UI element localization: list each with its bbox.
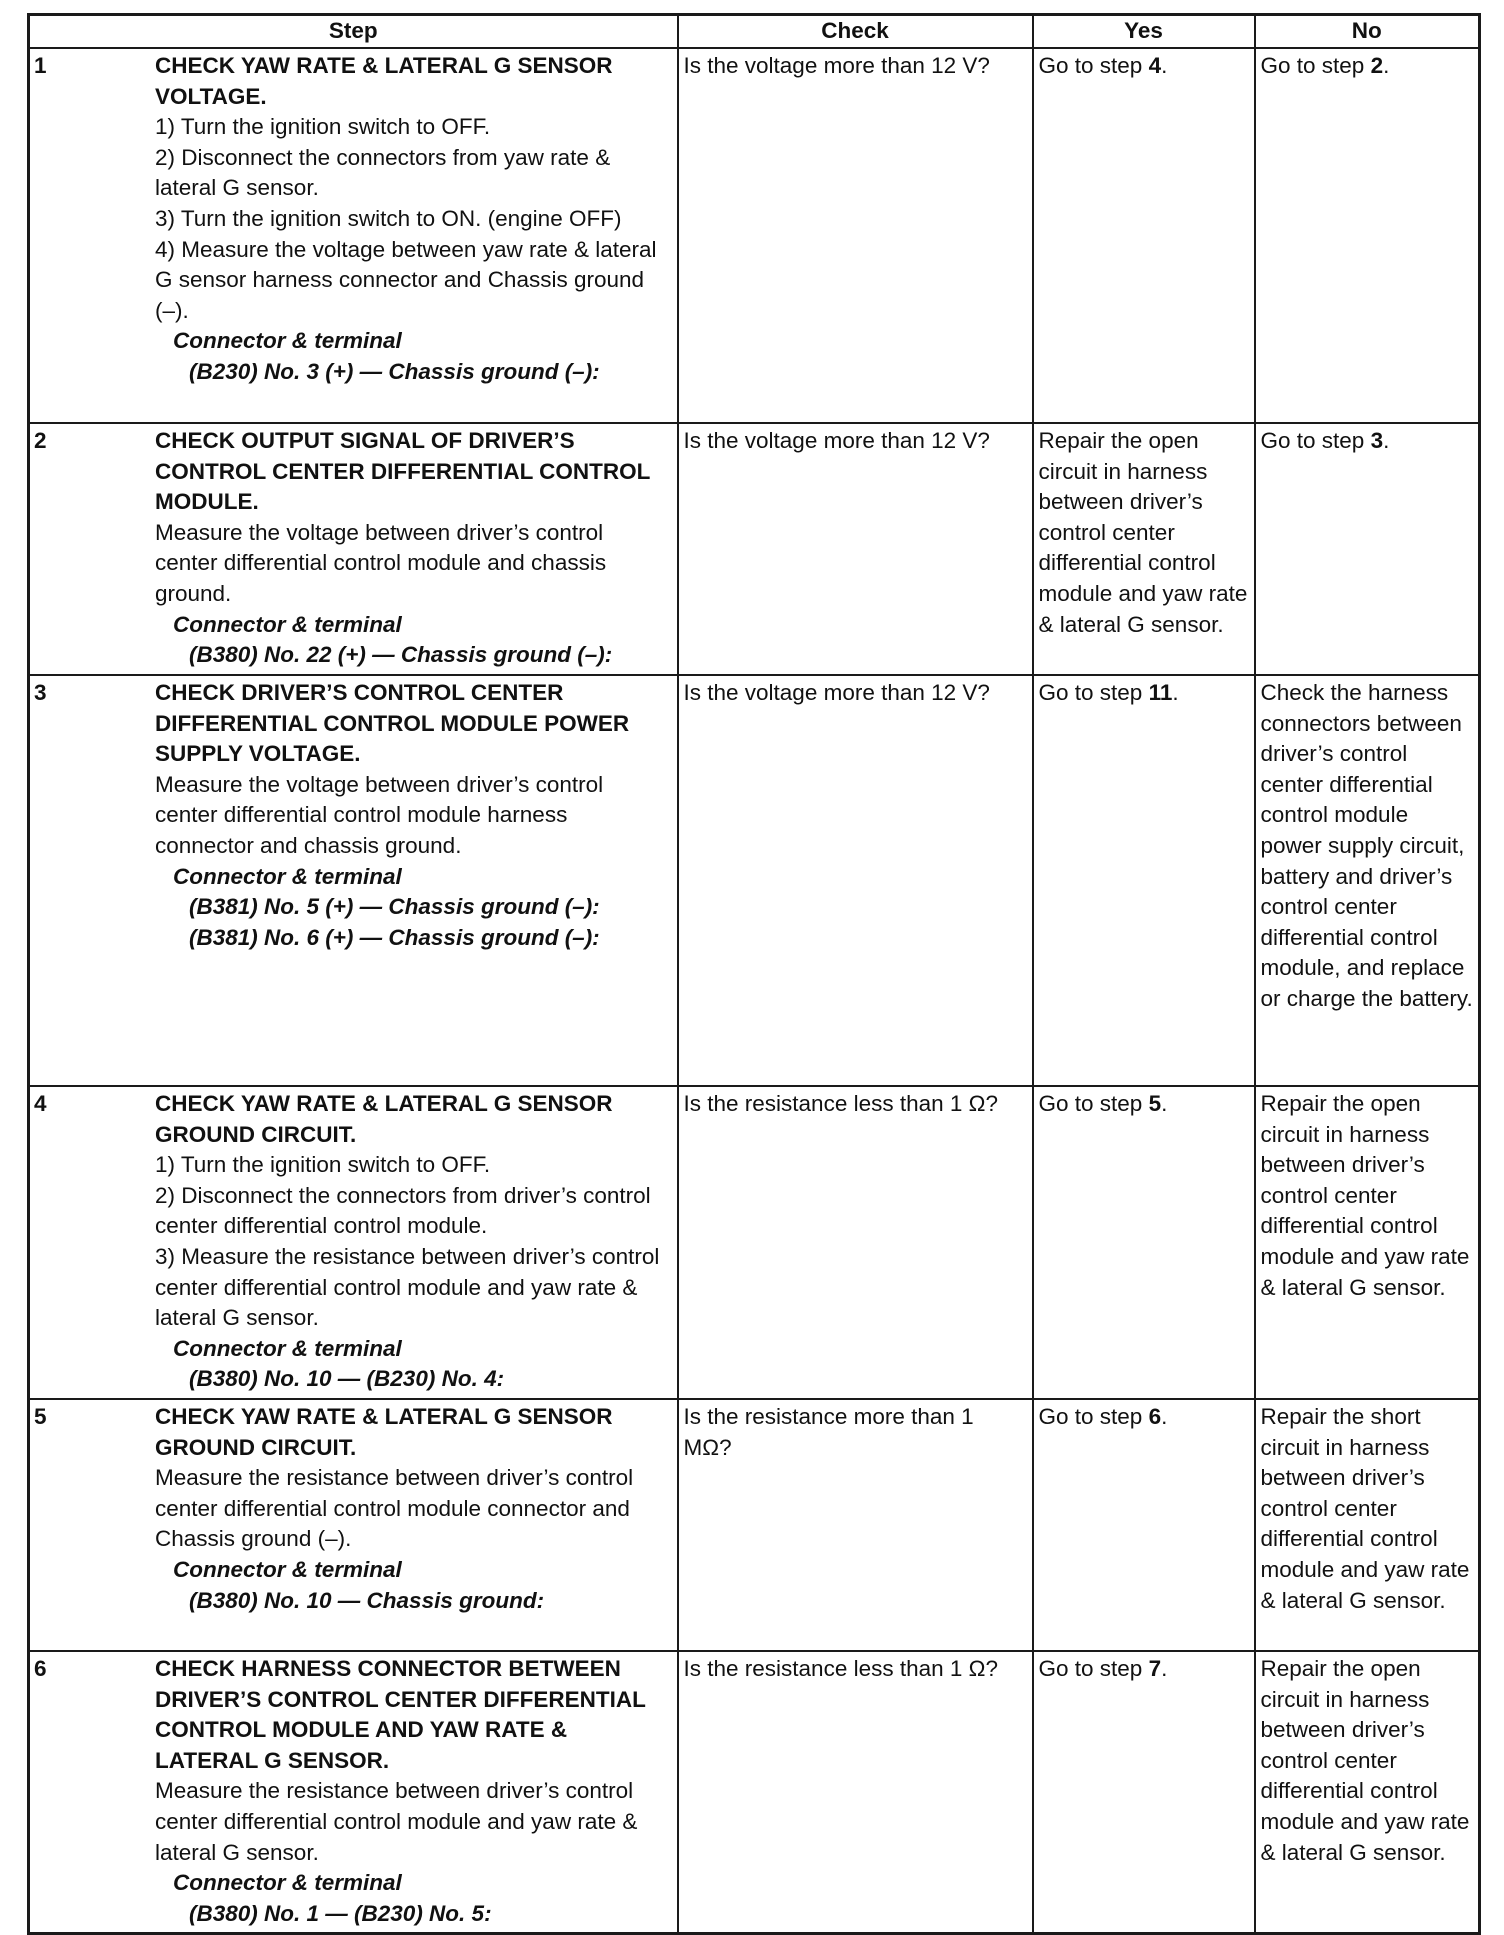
table-row [29, 1086, 1480, 1399]
connector-heading: Connector & terminal [173, 863, 402, 889]
yes-cell-text: Repair the open circuit in harness between driver’s control center differential control module and yaw rate & lateral G sensor. [1038, 428, 1248, 637]
check-cell: Is the voltage more than 12 V? [678, 423, 1033, 675]
connector-heading: Connector & terminal [173, 1870, 402, 1896]
step-number: 2 [34, 428, 47, 453]
yes-cell-period: . [1161, 1404, 1168, 1429]
table-row [29, 1651, 1480, 1934]
table-body [29, 48, 1480, 1934]
diagnostic-procedure-table [27, 13, 1481, 1935]
yes-cell-step-number: 6 [1148, 1404, 1162, 1429]
step-instruction: 3) Measure the resistance between driver’s control center differential control module and yaw rate & lateral G sensor. [155, 1243, 660, 1331]
check-cell: Is the resistance less than 1 Ω? [678, 1086, 1033, 1399]
connector-terminal: (B380) No. 1 — (B230) No. 5: [189, 1900, 492, 1926]
connector-terminal: (B380) No. 22 (+) — Chassis ground (–): [189, 642, 613, 668]
table-row [29, 1399, 1480, 1651]
connector-heading: Connector & terminal [173, 1335, 402, 1361]
check-cell: Is the voltage more than 12 V? [678, 48, 1033, 423]
no-cell-text: Check the harness connectors between driver’s control center differential control module power supply circuit, battery and driver’s control center differential control module, and replace or charge the battery. [1260, 680, 1473, 1011]
step-instruction: Measure the voltage between driver’s control center differential control module and chassis ground. [155, 519, 607, 606]
yes-cell [1033, 423, 1255, 675]
yes-cell [1033, 48, 1255, 423]
yes-cell [1033, 675, 1255, 1086]
step-instruction: 1) Turn the ignition switch to OFF. [155, 114, 491, 140]
yes-cell [1033, 1399, 1255, 1651]
yes-cell-prefix: Go to step [1038, 680, 1149, 705]
check-cell: Is the resistance more than 1 MΩ? [678, 1399, 1033, 1651]
step-instruction: 4) Measure the voltage between yaw rate & lateral G sensor harness connector and Chassis ground (–). [155, 236, 657, 323]
step-instruction: Measure the resistance between driver’s control center differential control module and yaw rate & lateral G sensor. [155, 1778, 638, 1865]
check-cell: Is the resistance less than 1 Ω? [678, 1651, 1033, 1934]
step-title: CHECK OUTPUT SIGNAL OF DRIVER’S CONTROL CENTER DIFFERENTIAL CONTROL MODULE. [155, 428, 650, 515]
yes-cell-prefix: Go to step [1038, 53, 1149, 78]
step-title: CHECK YAW RATE & LATERAL G SENSOR GROUND CIRCUIT. [155, 1404, 613, 1460]
connector-heading: Connector & terminal [173, 328, 402, 354]
connector-terminal: (B380) No. 10 — Chassis ground: [189, 1587, 545, 1613]
yes-cell-prefix: Go to step [1038, 1656, 1149, 1681]
yes-cell-period: . [1161, 1091, 1168, 1116]
step-cell [29, 1399, 678, 1651]
step-cell [29, 423, 678, 675]
yes-cell-period: . [1172, 680, 1179, 705]
no-cell [1255, 423, 1480, 675]
connector-terminal: (B381) No. 6 (+) — Chassis ground (–): [189, 924, 600, 950]
step-cell [29, 675, 678, 1086]
step-title: CHECK YAW RATE & LATERAL G SENSOR VOLTAGE. [155, 53, 613, 109]
step-number: 5 [34, 1404, 47, 1429]
no-cell-period: . [1383, 428, 1390, 453]
no-cell-prefix: Go to step [1260, 428, 1371, 453]
no-cell [1255, 1651, 1480, 1934]
no-cell-step-number: 3 [1370, 428, 1384, 453]
no-cell-step-number: 2 [1370, 53, 1384, 78]
step-instruction: 3) Turn the ignition switch to ON. (engine OFF) [155, 205, 622, 231]
step-instruction: Measure the voltage between driver’s control center differential control module harness connector and chassis ground. [155, 771, 604, 858]
step-body [155, 1654, 672, 1929]
step-cell [29, 48, 678, 423]
yes-cell-step-number: 11 [1148, 680, 1173, 705]
step-title: CHECK DRIVER’S CONTROL CENTER DIFFERENTIAL CONTROL MODULE POWER SUPPLY VOLTAGE. [155, 680, 630, 767]
step-title: CHECK HARNESS CONNECTOR BETWEEN DRIVER’S CONTROL CENTER DIFFERENTIAL CONTROL MODULE AND YAW RATE & LATERAL G SENSOR. [155, 1656, 646, 1773]
step-number: 6 [34, 1656, 47, 1681]
connector-terminal: (B380) No. 10 — (B230) No. 4: [189, 1366, 505, 1392]
yes-cell [1033, 1651, 1255, 1934]
table-row [29, 48, 1480, 423]
no-cell [1255, 1086, 1480, 1399]
table-row [29, 423, 1480, 675]
yes-cell-prefix: Go to step [1038, 1404, 1149, 1429]
connector-terminal: (B230) No. 3 (+) — Chassis ground (–): [189, 358, 600, 384]
yes-cell-prefix: Go to step [1038, 1091, 1149, 1116]
no-cell-period: . [1383, 53, 1390, 78]
step-number: 3 [34, 680, 47, 705]
step-cell [29, 1651, 678, 1934]
table-header-row [29, 15, 1480, 49]
no-cell [1255, 48, 1480, 423]
table-row [29, 675, 1480, 1086]
step-title: CHECK YAW RATE & LATERAL G SENSOR GROUND CIRCUIT. [155, 1091, 613, 1147]
step-body [155, 51, 672, 388]
step-instruction: 2) Disconnect the connectors from driver’s control center differential control module. [155, 1182, 651, 1239]
check-cell: Is the voltage more than 12 V? [678, 675, 1033, 1086]
yes-cell-step-number: 4 [1148, 53, 1162, 78]
no-cell-text: Repair the open circuit in harness between driver’s control center differential control module and yaw rate & lateral G sensor. [1260, 1656, 1470, 1865]
step-instruction: 2) Disconnect the connectors from yaw rate & lateral G sensor. [155, 144, 611, 201]
step-number: 1 [34, 53, 47, 78]
no-cell-prefix: Go to step [1260, 53, 1371, 78]
connector-heading: Connector & terminal [173, 611, 402, 637]
yes-cell [1033, 1086, 1255, 1399]
step-instruction: Measure the resistance between driver’s control center differential control module connector and Chassis ground (–). [155, 1465, 634, 1552]
step-body [155, 1402, 672, 1616]
step-body [155, 678, 672, 953]
connector-terminal: (B381) No. 5 (+) — Chassis ground (–): [189, 894, 600, 920]
no-cell-text: Repair the open circuit in harness between driver’s control center differential control module and yaw rate & lateral G sensor. [1260, 1091, 1470, 1300]
no-cell [1255, 1399, 1480, 1651]
yes-cell-step-number: 7 [1148, 1656, 1162, 1681]
step-body [155, 1089, 672, 1395]
yes-cell-step-number: 5 [1148, 1091, 1162, 1116]
step-instruction: 1) Turn the ignition switch to OFF. [155, 1152, 491, 1178]
step-body [155, 426, 672, 671]
no-cell [1255, 675, 1480, 1086]
no-cell-text: Repair the short circuit in harness between driver’s control center differential control module and yaw rate & lateral G sensor. [1260, 1404, 1470, 1613]
connector-heading: Connector & terminal [173, 1556, 402, 1582]
yes-cell-period: . [1161, 53, 1168, 78]
step-number: 4 [34, 1091, 47, 1116]
yes-cell-period: . [1161, 1656, 1168, 1681]
step-cell [29, 1086, 678, 1399]
header-no: No [1255, 15, 1480, 49]
header-step: Step [29, 15, 678, 49]
header-check: Check [678, 15, 1033, 49]
header-yes: Yes [1033, 15, 1255, 49]
